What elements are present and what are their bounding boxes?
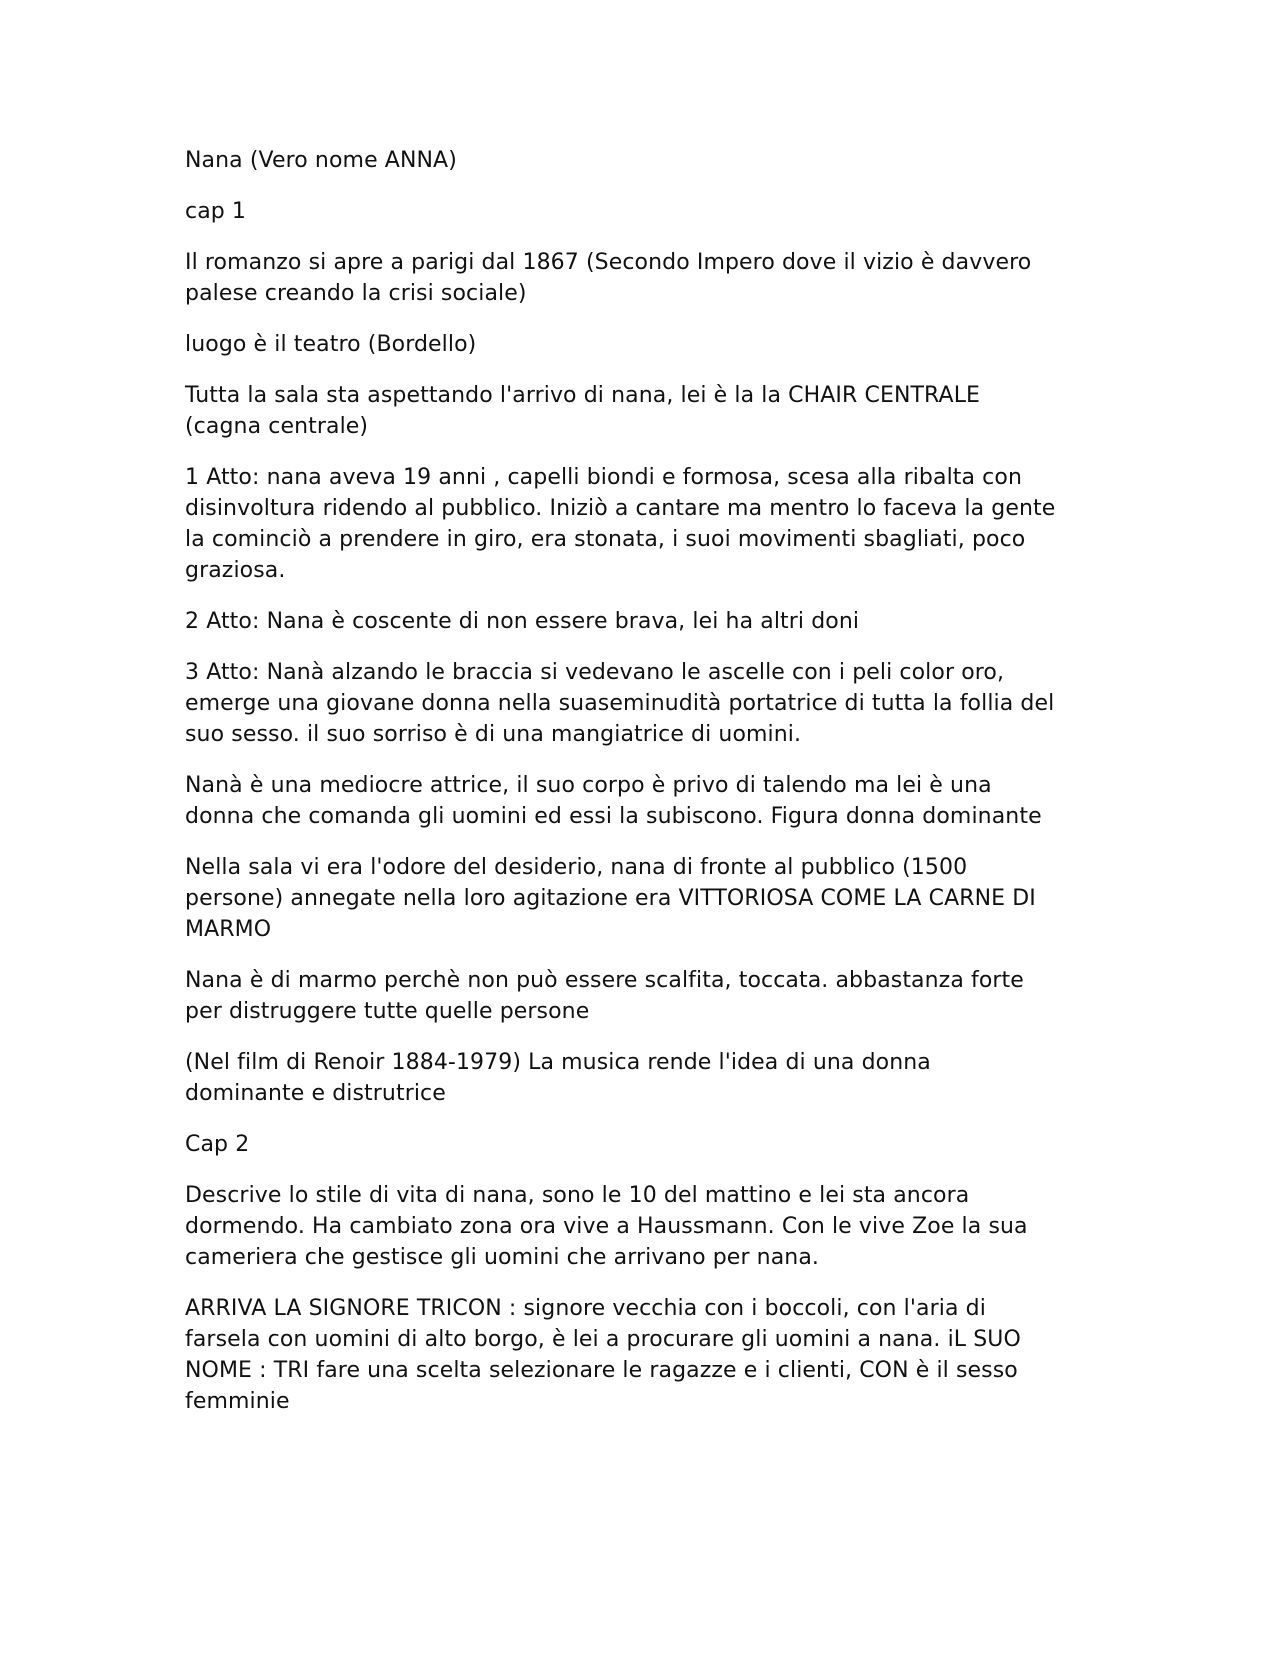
paragraph: Il romanzo si apre a parigi dal 1867 (Secondo Impero dove il vizio è davvero palese creando la crisi sociale) (185, 250, 1032, 306)
paragraph-act-2: 2 Atto: Nana è coscente di non essere brava, lei ha altri doni (185, 609, 860, 634)
paragraph: luogo è il teatro (Bordello) (185, 332, 477, 357)
paragraph-act-1: 1 Atto: nana aveva 19 anni , capelli biondi e formosa, scesa alla ribalta con disinvoltura ridendo al pubblico. Iniziò a cantare ma mentro lo faceva la gente la cominciò a prendere in giro, era stonata, i suoi movimenti sbagliati, poco graziosa. (185, 465, 1056, 583)
paragraph-chapter-1-heading: cap 1 (185, 199, 247, 224)
paragraph-act-3: 3 Atto: Nanà alzando le braccia si vedevano le ascelle con i peli color oro, emerge una giovane donna nella suaseminudità portatrice di tutta la follia del suo sesso. il suo sorriso è di una mangiatrice di uomini. (185, 660, 1055, 747)
paragraph-chapter-2-heading: Cap 2 (185, 1132, 250, 1157)
paragraph: Nana è di marmo perchè non può essere scalfita, toccata. abbastanza forte per distruggere tutte quelle persone (185, 968, 1024, 1024)
document-body (185, 145, 1085, 1437)
paragraph: Descrive lo stile di vita di nana, sono le 10 del mattino e lei sta ancora dormendo. Ha cambiato zona ora vive a Haussmann. Con le vive Zoe la sua cameriera che gestisce gli uomini che arrivano per nana. (185, 1183, 1028, 1270)
paragraph-title: Nana (Vero nome ANNA) (185, 148, 457, 173)
paragraph: Nanà è una mediocre attrice, il suo corpo è privo di talendo ma lei è una donna che comanda gli uomini ed essi la subiscono. Figura donna dominante (185, 773, 1042, 829)
paragraph: Nella sala vi era l'odore del desiderio, nana di fronte al pubblico (1500 persone) annegate nella loro agitazione era VITTORIOSA COME LA CARNE DI MARMO (185, 855, 1036, 942)
paragraph: (Nel film di Renoir 1884-1979) La musica rende l'idea di una donna dominante e distrutrice (185, 1050, 931, 1106)
paragraph: ARRIVA LA SIGNORE TRICON : signore vecchia con i boccoli, con l'aria di farsela con uomini di alto borgo, è lei a procurare gli uomini a nana. iL SUO NOME : TRI fare una scelta selezionare le ragazze e i clienti, CON è il sesso femminie (185, 1296, 1021, 1414)
paragraph: Tutta la sala sta aspettando l'arrivo di nana, lei è la la CHAIR CENTRALE (cagna centrale) (185, 383, 981, 439)
